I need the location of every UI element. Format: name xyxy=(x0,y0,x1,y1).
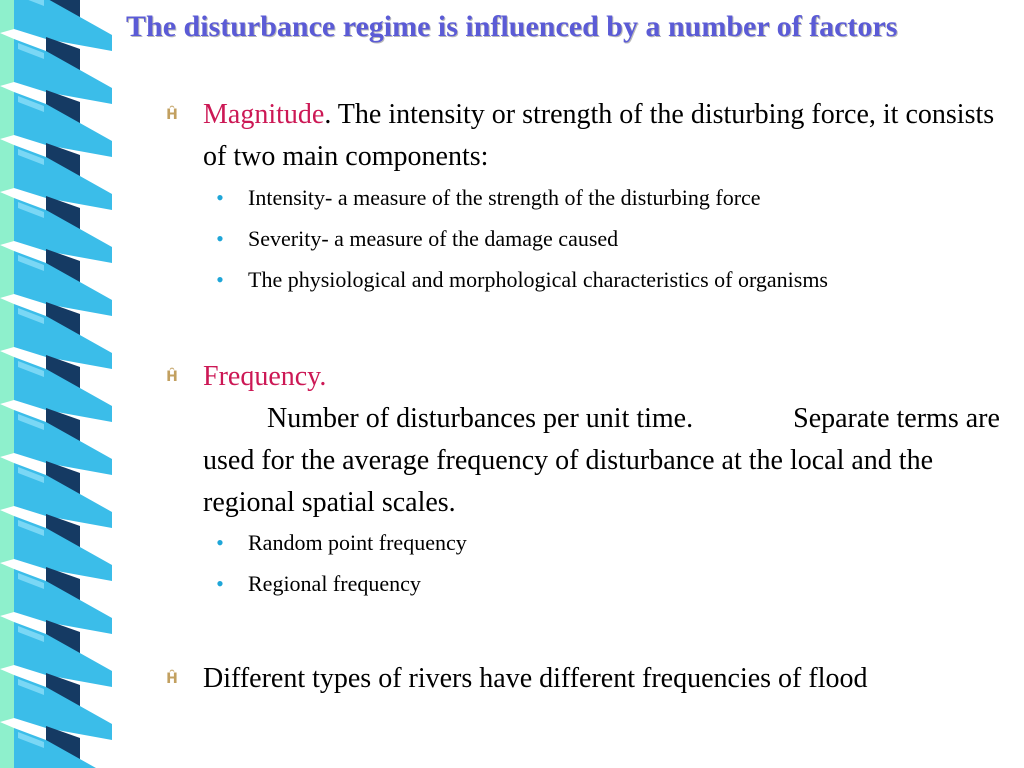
h-bullet-icon xyxy=(166,670,178,688)
magnitude-label: Magnitude xyxy=(203,99,325,130)
h-bullet-icon xyxy=(166,368,178,386)
frequency-text-b: Separate terms are used for the average frequency of disturbance at the local and the regional spatial scales. xyxy=(203,403,1000,518)
subbullet-random-point: • Random point frequency xyxy=(248,523,1008,563)
frequency-text-a: Number of disturbances per unit time. xyxy=(267,403,694,434)
round-dot-icon: • xyxy=(216,571,224,596)
frequency-label: Frequency. xyxy=(203,361,327,392)
subbullet-characteristics: • The physiological and morphological characteristics of organisms xyxy=(248,260,1008,300)
magnitude-text: . The intensity or strength of the disturbing force, it consists of two main components: xyxy=(203,99,995,172)
bullet-frequency xyxy=(203,356,1008,524)
bullet-rivers xyxy=(203,658,1008,700)
bullet-magnitude xyxy=(203,94,1008,178)
rivers-text: Different types of rivers have different frequencies of flood xyxy=(203,663,868,694)
decorative-ribbon-border xyxy=(0,0,112,768)
subbullet-severity: • Severity- a measure of the damage caused xyxy=(248,219,1008,259)
h-bullet-icon xyxy=(166,106,178,124)
round-dot-icon: • xyxy=(216,185,224,210)
slide-title: The disturbance regime is influenced by a number of factors xyxy=(126,10,898,43)
round-dot-icon: • xyxy=(216,267,224,292)
subbullet-intensity: • Intensity- a measure of the strength of the disturbing force xyxy=(248,178,1008,218)
round-dot-icon: • xyxy=(216,530,224,555)
subbullet-regional: • Regional frequency xyxy=(248,564,1008,604)
round-dot-icon: • xyxy=(216,226,224,251)
